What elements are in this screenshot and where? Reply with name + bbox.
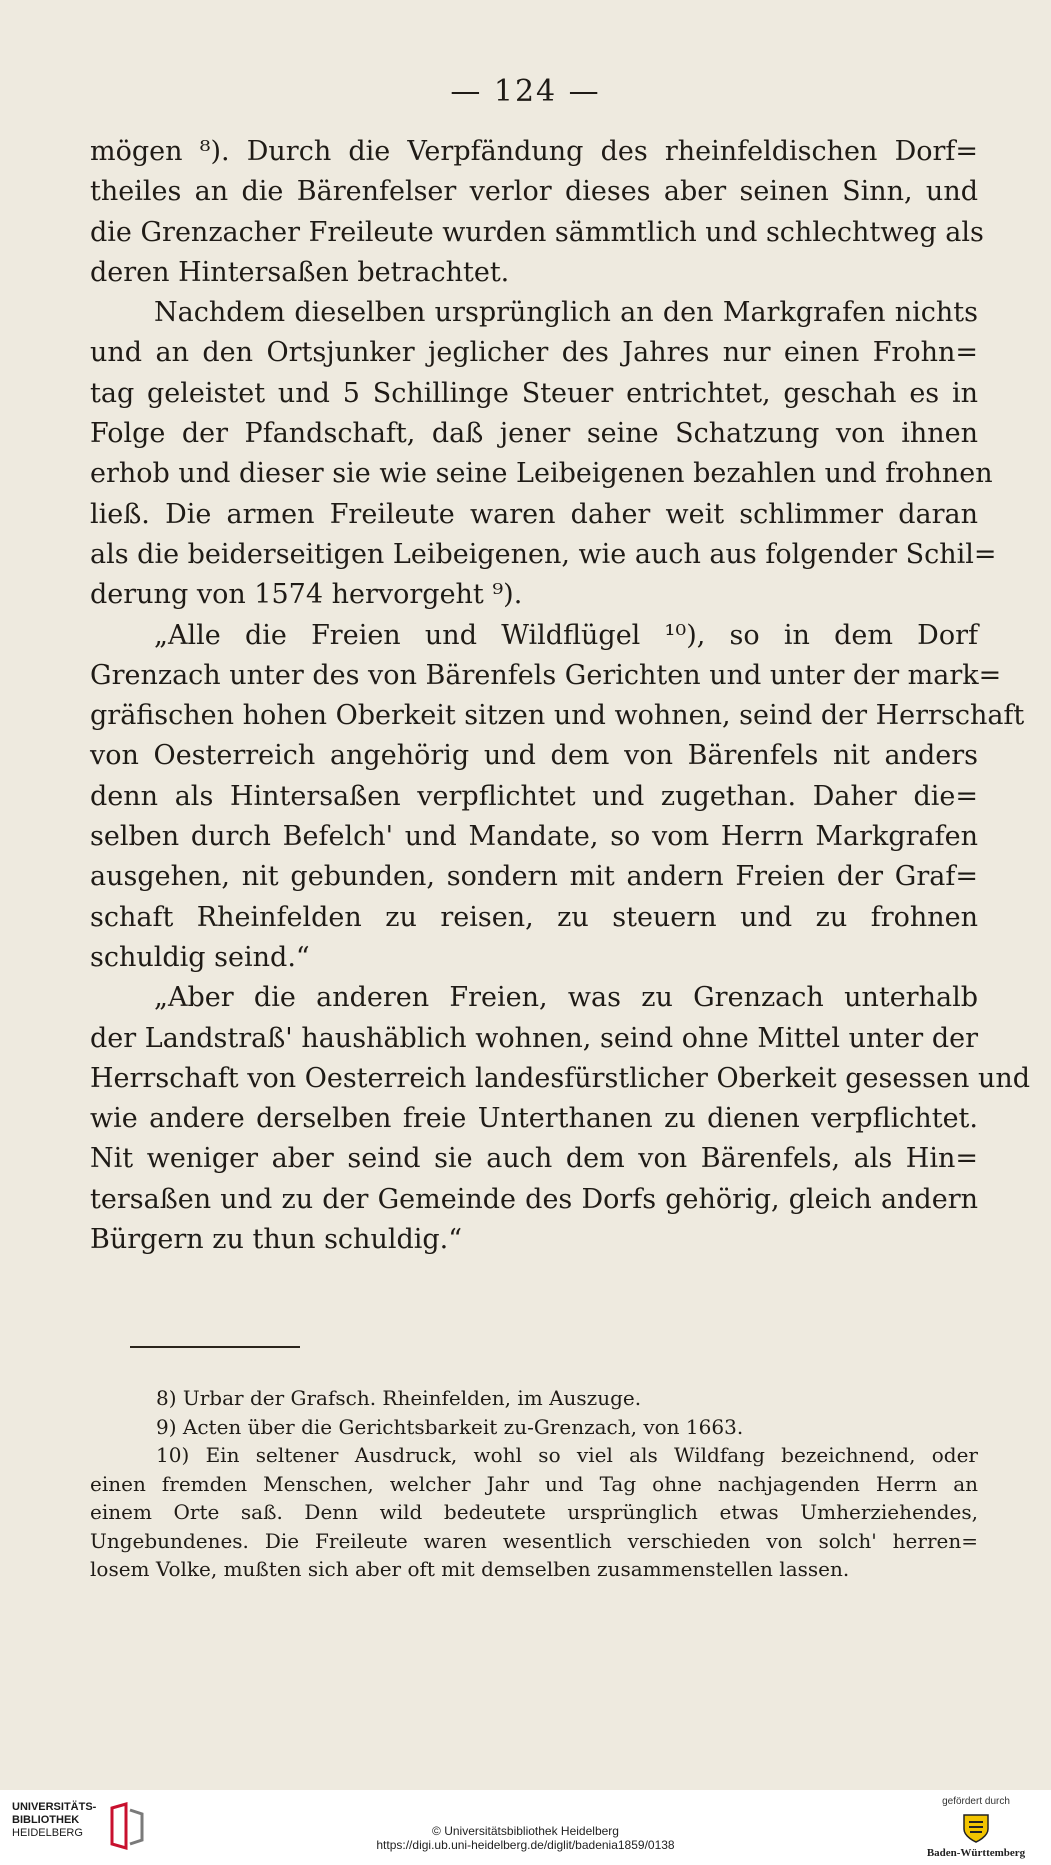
- text-line: gräfischen hohen Oberkeit sitzen und wohnen, seind der Herrschaft: [90, 700, 1025, 732]
- text-line: „Aber die anderen Freien, was zu Grenzach unterhalb: [154, 982, 978, 1014]
- main-text: [90, 132, 1031, 1260]
- text-line: deren Hintersaßen betrachtet.: [90, 256, 510, 288]
- viewer-footer: [0, 1790, 1051, 1865]
- footnote-8: 8) Urbar der Grafsch. Rheinfelden, im Auszuge.: [156, 1386, 642, 1410]
- text-line: die Grenzacher Freileute wurden sämmtlich und schlechtweg als: [90, 216, 984, 248]
- library-name-line: HEIDELBERG: [12, 1827, 83, 1839]
- text-line: ausgehen, nit gebunden, sondern mit andern Freien der Graf=: [90, 861, 978, 893]
- text-line: Nit weniger aber seind sie auch dem von Bärenfels, als Hin=: [90, 1143, 978, 1175]
- text-line: denn als Hintersaßen verpflichtet und zugethan. Daher die=: [90, 780, 978, 812]
- text-line: schaft Rheinfelden zu reisen, zu steuern und zu frohnen: [90, 901, 978, 933]
- funding-block: [911, 1796, 1041, 1859]
- footnote-line: losem Volke, mußten sich aber oft mit demselben zusammenstellen lassen.: [90, 1557, 850, 1581]
- text-line: theiles an die Bärenfelser verlor dieses aber seinen Sinn, und: [90, 176, 978, 208]
- funder-name: Baden-Württemberg: [926, 1847, 1026, 1859]
- footnote-9: 9) Acten über die Gerichtsbarkeit zu-Grenzach, von 1663.: [156, 1414, 744, 1439]
- permalink[interactable]: https://digi.ub.uni-heidelberg.de/diglit/badenia1859/0138: [376, 1838, 675, 1852]
- text-line: Bürgern zu thun schuldig.“: [90, 1224, 463, 1256]
- text-line: Grenzach unter des von Bärenfels Gerichten und unter der mark=: [90, 659, 1002, 691]
- library-name-line: UNIVERSITÄTS-: [12, 1801, 97, 1813]
- text-line: tag geleistet und 5 Schillinge Steuer entrichtet, geschah es in: [90, 377, 978, 409]
- footnotes: [90, 1384, 978, 1584]
- text-line: Folge der Pfandschaft, daß jener seine Schatzung von ihnen: [90, 418, 978, 450]
- text-line: schuldig seind.“: [90, 941, 310, 973]
- copyright-block: [0, 1824, 1051, 1852]
- text-line: tersaßen und zu der Gemeinde des Dorfs gehörig, gleich andern: [90, 1183, 978, 1215]
- text-line: ließ. Die armen Freileute waren daher weit schlimmer daran: [90, 498, 978, 530]
- text-line: wie andere derselben freie Unterthanen zu dienen verpflichtet.: [90, 1103, 978, 1135]
- footnote-line: einen fremden Menschen, welcher Jahr und Tag ohne nachjagenden Herrn an: [90, 1471, 978, 1496]
- funding-label: gefördert durch: [942, 1796, 1010, 1807]
- text-line: von Oesterreich angehörig und dem von Bärenfels nit anders: [90, 740, 978, 772]
- page-number: — 124 —: [450, 74, 601, 109]
- text-line: Herrschaft von Oesterreich landesfürstlicher Oberkeit gesessen und: [90, 1062, 1031, 1094]
- text-line: derung von 1574 hervorgeht ⁹).: [90, 579, 523, 611]
- footnote-divider: [130, 1346, 300, 1348]
- text-line: der Landstraß' haushäblich wohnen, seind ohne Mittel unter der: [90, 1022, 978, 1054]
- library-name-line: BIBLIOTHEK: [12, 1814, 80, 1826]
- footnote-10: 10) Ein seltener Ausdruck, wohl so viel als Wildfang bezeichnend, oder: [156, 1443, 978, 1467]
- text-line: und an den Ortsjunker jeglicher des Jahres nur einen Frohn=: [90, 337, 978, 369]
- coat-of-arms-icon: [959, 1811, 993, 1845]
- text-line: „Alle die Freien und Wildflügel ¹⁰), so in dem Dorf: [154, 619, 978, 651]
- text-line: erhob und dieser sie wie seine Leibeigenen bezahlen und frohnen: [90, 458, 993, 490]
- text-line: als die beiderseitigen Leibeigenen, wie auch aus folgender Schil=: [90, 538, 997, 570]
- footnote-line: einem Orte saß. Denn wild bedeutete ursprünglich etwas Umherziehendes,: [90, 1500, 978, 1524]
- copyright-text: © Universitätsbibliothek Heidelberg: [432, 1824, 619, 1838]
- text-line: mögen ⁸). Durch die Verpfändung des rheinfeldischen Dorf=: [90, 136, 978, 167]
- footnote-line: Ungebundenes. Die Freileute waren wesentlich verschieden von solch' herren=: [90, 1528, 978, 1553]
- text-line: Nachdem dieselben ursprünglich an den Markgrafen nichts: [154, 297, 978, 329]
- text-line: selben durch Befelch' und Mandate, so vom Herrn Markgrafen: [90, 821, 978, 853]
